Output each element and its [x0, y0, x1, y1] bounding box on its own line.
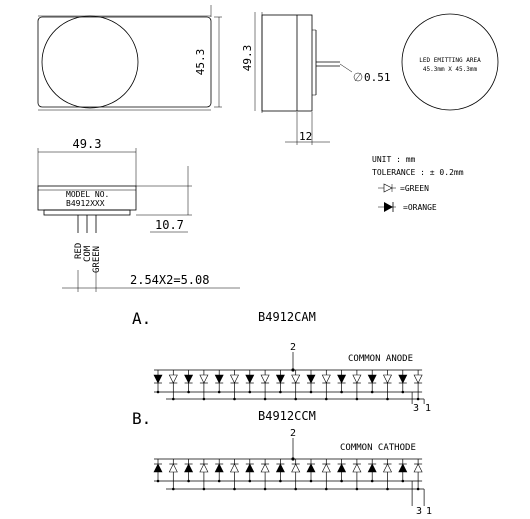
- orange-diode: [154, 375, 162, 383]
- orange-diode: [215, 464, 223, 472]
- circuit-b-pin-right: 1: [426, 506, 433, 517]
- orange-diode-icon: [378, 202, 396, 212]
- circuit-a-pin-left: 3: [413, 403, 420, 414]
- depth-dim: 12: [299, 130, 313, 143]
- bus-dot: [233, 488, 236, 491]
- bus-dot: [157, 391, 160, 394]
- green-diode: [261, 375, 269, 383]
- bus-dot: [233, 398, 236, 401]
- green-diode: [414, 464, 422, 472]
- orange-diode: [276, 375, 284, 383]
- green-legend-text: =GREEN: [400, 184, 429, 193]
- tolerance-text: TOLERANCE : ± 0.2mm: [372, 168, 464, 177]
- specs-legend: [372, 155, 464, 212]
- orange-diode: [246, 375, 254, 383]
- orange-diode: [399, 464, 407, 472]
- bus-dot: [187, 391, 190, 394]
- bus-dot: [218, 480, 221, 483]
- circuit-b: [132, 409, 432, 517]
- bus-dot: [172, 488, 175, 491]
- green-diode: [261, 464, 269, 472]
- orange-diode: [307, 375, 315, 383]
- circuit-a-letter: A.: [132, 309, 152, 328]
- circuit-b-pin-left: 3: [416, 506, 423, 517]
- bottom-width-dim: 49.3: [72, 137, 102, 151]
- bus-dot: [249, 391, 252, 394]
- circuit-b-pin-top: 2: [290, 428, 297, 439]
- bottom-view: [38, 137, 240, 292]
- bus-dot: [187, 480, 190, 483]
- green-diode: [353, 464, 361, 472]
- green-diode: [231, 375, 239, 383]
- bus-dot: [172, 398, 175, 401]
- orange-diode: [307, 464, 315, 472]
- orange-diode: [338, 375, 346, 383]
- circuit-a-pin-top: 2: [290, 342, 297, 353]
- side-height-dim: 49.3: [241, 44, 254, 72]
- bus-dot: [371, 391, 374, 394]
- bottom-height-dim: 10.7: [155, 218, 184, 232]
- green-diode: [169, 375, 177, 383]
- circuit-a-pin-right: 1: [425, 403, 432, 414]
- circuit-b-model: B4912CCM: [258, 409, 316, 423]
- green-diode: [200, 464, 208, 472]
- green-diode: [384, 464, 392, 472]
- green-diode: [200, 375, 208, 383]
- bus-dot: [203, 488, 206, 491]
- orange-diode: [368, 375, 376, 383]
- bus-dot: [402, 391, 405, 394]
- pin-green-label: GREEN: [92, 245, 102, 273]
- model-no-value: B4912XXX: [66, 199, 105, 208]
- bus-dot: [417, 398, 420, 401]
- bus-dot: [310, 391, 313, 394]
- bus-dot: [264, 398, 267, 401]
- circuit-a: [132, 309, 431, 414]
- bus-dot: [417, 488, 420, 491]
- bus-dot: [340, 391, 343, 394]
- green-diode: [292, 375, 300, 383]
- pin-diameter-dim: 0.51: [364, 71, 391, 84]
- bus-dot: [340, 480, 343, 483]
- green-diode: [353, 375, 361, 383]
- pin-com-label: COM: [83, 245, 93, 262]
- bus-dot: [402, 480, 405, 483]
- bus-dot: [157, 480, 160, 483]
- bus-dot: [218, 391, 221, 394]
- side-view: [241, 12, 391, 145]
- emitting-area-label: LED EMITTING AREA: [419, 57, 481, 64]
- front-view: [38, 5, 222, 110]
- green-diode: [414, 375, 422, 383]
- pin-pitch-dim: 2.54X2=5.08: [130, 273, 210, 287]
- bus-dot: [386, 488, 389, 491]
- bus-dot: [310, 480, 313, 483]
- bus-dot: [371, 480, 374, 483]
- green-diode: [169, 464, 177, 472]
- green-diode: [292, 464, 300, 472]
- bus-dot: [249, 480, 252, 483]
- model-no-label: MODEL NO.: [66, 190, 110, 199]
- orange-diode: [246, 464, 254, 472]
- orange-diode: [185, 464, 193, 472]
- bus-dot: [279, 391, 282, 394]
- pin-red-label: RED: [74, 242, 84, 259]
- orange-diode: [215, 375, 223, 383]
- circuit-b-letter: B.: [132, 409, 152, 428]
- circuit-b-type: COMMON CATHODE: [340, 443, 416, 453]
- green-diode: [322, 375, 330, 383]
- orange-diode: [399, 375, 407, 383]
- orange-diode: [276, 464, 284, 472]
- orange-legend-text: =ORANGE: [403, 203, 437, 212]
- orange-diode: [338, 464, 346, 472]
- unit-text: UNIT : mm: [372, 155, 416, 164]
- junction-dot: [291, 368, 294, 371]
- front-height-dim: 45.3: [194, 48, 207, 76]
- bus-dot: [325, 488, 328, 491]
- bus-dot: [279, 480, 282, 483]
- circuit-a-type: COMMON ANODE: [348, 354, 414, 364]
- bus-dot: [203, 398, 206, 401]
- orange-diode: [368, 464, 376, 472]
- junction-dot: [291, 457, 294, 460]
- circuit-a-model: B4912CAM: [258, 310, 316, 324]
- bus-dot: [294, 398, 297, 401]
- bus-dot: [264, 488, 267, 491]
- orange-diode: [154, 464, 162, 472]
- bus-dot: [356, 488, 359, 491]
- bus-dot: [325, 398, 328, 401]
- green-diode-icon: [378, 184, 396, 192]
- green-diode: [384, 375, 392, 383]
- label-disk: [402, 14, 498, 110]
- bus-dot: [386, 398, 389, 401]
- bus-dot: [356, 398, 359, 401]
- emitting-area-size: 45.3mm X 45.3mm: [422, 66, 478, 73]
- green-diode: [231, 464, 239, 472]
- green-diode: [322, 464, 330, 472]
- orange-diode: [185, 375, 193, 383]
- bus-dot: [294, 488, 297, 491]
